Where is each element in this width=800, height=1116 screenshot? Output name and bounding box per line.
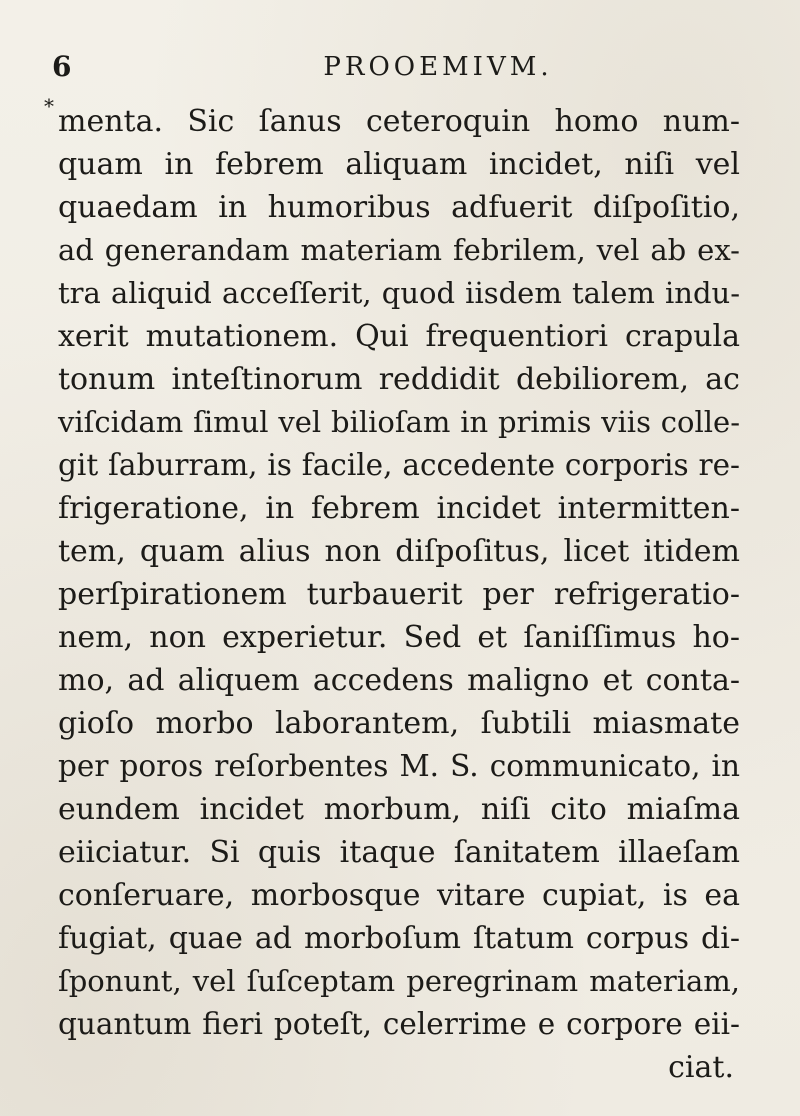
text-line: quam in febrem aliquam incidet, niſi vel	[58, 147, 740, 182]
text-line: git ſaburram, is facile, accedente corporis re-	[58, 448, 740, 482]
text-line: eundem incidet morbum, niſi cito miaſma	[58, 792, 740, 827]
text-line: tra aliquid acceſſerit, quod iisdem talem indu-	[58, 276, 740, 310]
text-line: perſpirationem turbauerit per refrigeratio-	[58, 577, 740, 612]
margin-mark: *	[44, 94, 54, 118]
text-line: conſeruare, morbosque vitare cupiat, is ea	[58, 878, 740, 913]
text-line: viſcidam ſimul vel bilioſam in primis viis colle-	[58, 405, 740, 439]
running-head: PROOEMIVM.	[323, 52, 553, 82]
text-line: gioſo morbo laborantem, ſubtili miasmate	[58, 706, 740, 741]
text-line: ad generandam materiam febrilem, vel ab ex-	[58, 233, 740, 267]
body-text	[58, 100, 740, 1089]
text-line: xerit mutationem. Qui frequentiori crapula	[58, 319, 740, 354]
text-line: quantum fieri poteſt, celerrime e corpore eii-	[58, 1007, 740, 1041]
text-line: ſponunt, vel ſuſceptam peregrinam materiam,	[58, 964, 740, 998]
text-line: nem, non experietur. Sed et ſaniſſimus ho-	[58, 620, 740, 655]
text-line: menta. Sic ſanus ceteroquin homo num-	[58, 104, 740, 139]
page-header	[48, 50, 768, 86]
text-line: fugiat, quae ad morboſum ſtatum corpus di-	[58, 921, 740, 956]
text-line: tem, quam alius non diſpoſitus, licet itidem	[58, 534, 740, 569]
text-line: per poros reſorbentes M. S. communicato, in	[58, 749, 740, 783]
text-line: eiiciatur. Si quis itaque ſanitatem illaeſam	[58, 835, 740, 870]
text-line: frigeratione, in febrem incidet intermitten-	[58, 491, 740, 526]
text-line: quaedam in humoribus adfuerit diſpoſitio,	[58, 190, 740, 225]
text-line: mo, ad aliquem accedens maligno et conta-	[58, 663, 740, 698]
text-line: ciat.	[668, 1050, 734, 1085]
page-number: 6	[52, 50, 73, 83]
text-line: tonum inteſtinorum reddidit debiliorem, ac	[58, 362, 740, 397]
